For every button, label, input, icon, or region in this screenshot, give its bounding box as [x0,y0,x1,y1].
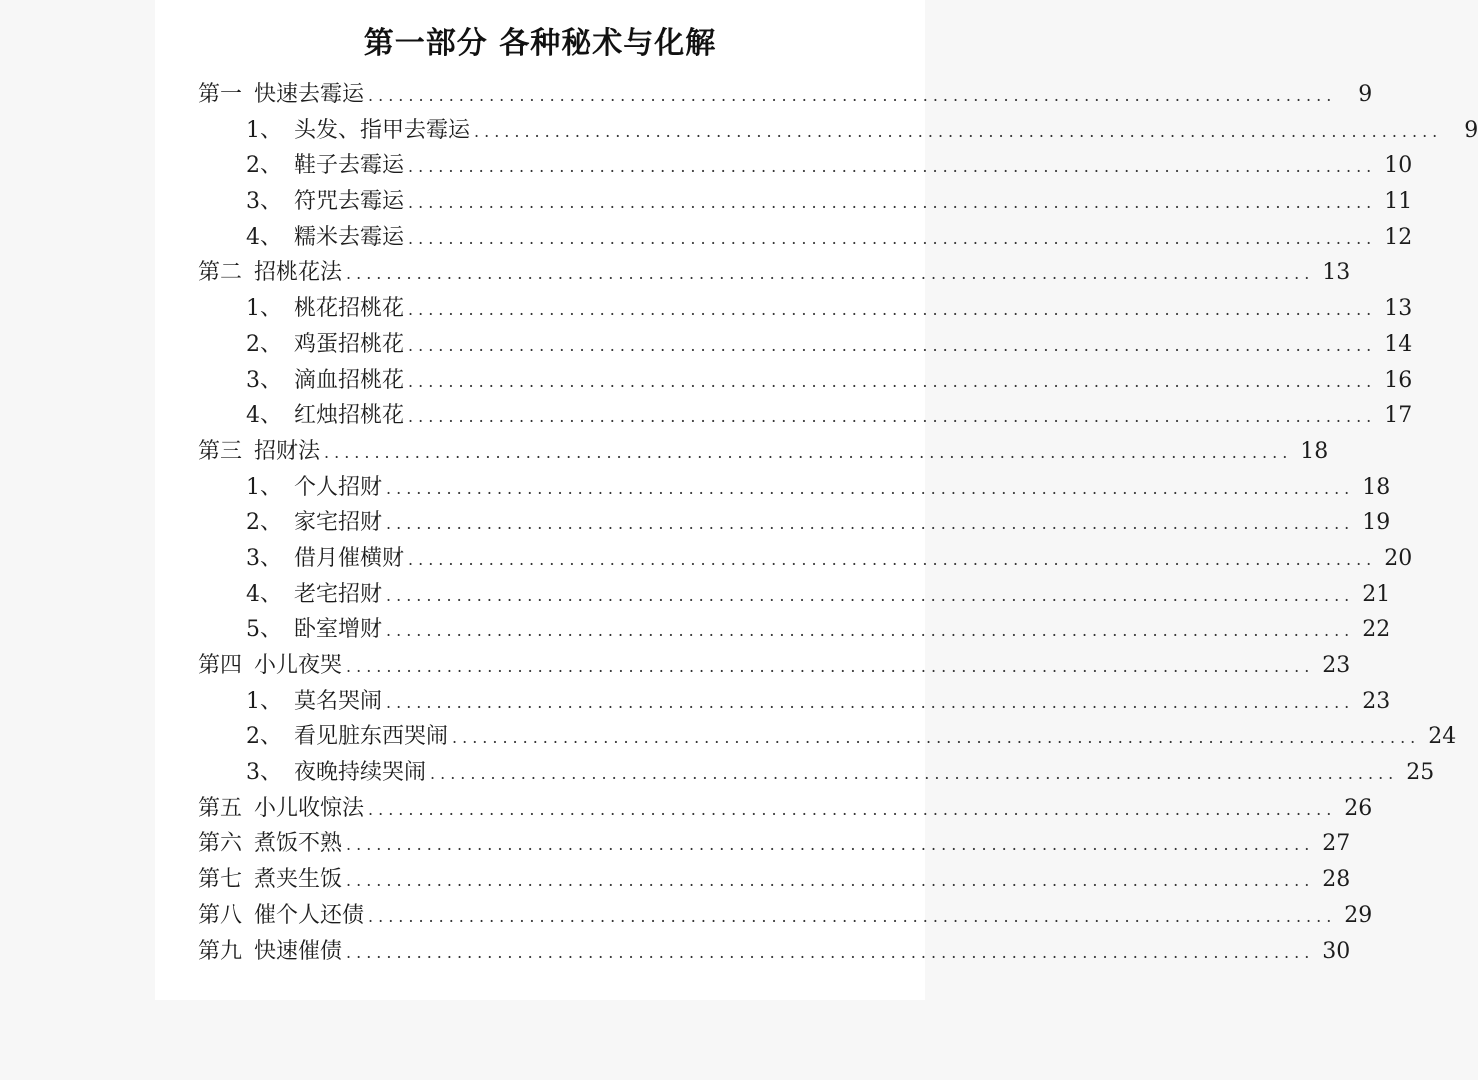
toc-chapter-entry[interactable] [198,934,1351,970]
toc-entry-title: 看见脏东西哭闹 [294,724,449,750]
dot-leader: ................................................................................................ [408,371,1377,391]
dot-leader: ................................................................................................ [430,764,1399,784]
toc-entry-number: 3、 [246,760,282,786]
toc-entry-label [246,398,404,429]
dot-leader: ................................................................................................ [452,728,1421,748]
toc-page-number: 21 [1362,581,1391,607]
toc-entry-title: 快速催债 [254,938,343,964]
dot-leader: ................................................................................................ [346,942,1315,962]
toc-subentry[interactable] [198,363,1413,399]
toc-page-number: 26 [1344,795,1373,821]
toc-entry-number: 第四 [198,653,243,678]
toc-entry-label [198,77,364,108]
dot-leader: ................................................................................................ [408,335,1377,355]
toc-entry-title: 滴血招桃花 [294,367,405,393]
toc-chapter-entry[interactable] [198,898,1373,934]
toc-page-number: 25 [1406,760,1435,786]
toc-entry-label [246,470,382,501]
toc-subentry[interactable] [198,755,1435,791]
toc-entry-number: 5、 [246,617,282,643]
toc-subentry[interactable] [198,184,1413,220]
toc-subentry[interactable] [198,148,1413,184]
toc-entry-title: 借月催横财 [294,545,405,571]
toc-entry-title: 招桃花法 [254,260,343,286]
toc-entry-title: 桃花招桃花 [294,296,405,322]
toc-entry-title: 煮夹生饭 [254,867,343,893]
toc-chapter-entry[interactable] [198,826,1351,862]
toc-subentry[interactable] [198,398,1413,434]
toc-subentry[interactable] [198,612,1391,648]
toc-page-number: 24 [1428,724,1457,750]
toc-entry-title: 糯米去霉运 [294,224,405,250]
toc-page-number: 18 [1362,474,1391,500]
toc-entry-number: 1、 [246,296,282,322]
dot-leader: ................................................................................................ [386,585,1355,605]
toc-entry-number: 2、 [246,153,282,179]
toc-entry-title: 家宅招财 [294,510,383,536]
toc-entry-title: 老宅招财 [294,581,383,607]
toc-entry-label [246,113,470,144]
toc-chapter-entry[interactable] [198,791,1373,827]
toc-entry-label [246,684,382,715]
toc-entry-label [198,934,342,965]
dot-leader: ................................................................................................ [346,871,1315,891]
toc-entry-label [198,862,342,893]
dot-leader: ................................................................................................ [346,657,1315,676]
toc-entry-number: 第五 [198,795,243,821]
dot-leader: ................................................................................................ [368,799,1337,819]
toc-page-number: 22 [1362,617,1391,643]
toc-page-number: 10 [1384,153,1413,179]
toc-page-number: 29 [1344,902,1373,928]
toc-entry-label [246,148,404,179]
toc-entry-label [246,577,382,608]
toc-entry-title: 小儿夜哭 [254,653,343,678]
toc-entry-label [198,826,342,857]
dot-leader: ................................................................................................ [408,157,1377,177]
dot-leader: ................................................................................................ [408,300,1377,320]
dot-leader: ................................................................................................ [408,228,1377,248]
toc-page-number: 18 [1300,438,1329,464]
toc-entry-title: 个人招财 [294,474,383,500]
toc-entry-number: 4、 [246,403,282,429]
toc-entry-title: 鞋子去霉运 [294,153,405,179]
dot-leader: ................................................................................................ [324,442,1293,462]
toc-chapter-entry[interactable] [198,434,1329,470]
toc-entry-number: 第一 [198,82,243,107]
toc-entry-number: 3、 [246,367,282,393]
dot-leader: ................................................................................................ [368,906,1337,926]
toc-entry-number: 第六 [198,831,243,857]
toc-entry-number: 第三 [198,438,243,464]
toc-entry-label [198,898,364,929]
toc-chapter-entry[interactable] [198,862,1351,898]
toc-entry-label [198,791,364,822]
dot-leader: ................................................................................................ [386,478,1355,498]
dot-leader: ................................................................................................ [474,121,1443,141]
toc-subentry[interactable] [198,327,1413,363]
toc-chapter-entry[interactable] [198,255,1351,291]
toc-entry-title: 夜晚持续哭闹 [294,760,427,786]
toc-entry-number: 2、 [246,510,282,536]
toc-subentry[interactable] [198,470,1391,506]
toc-page-number: 30 [1322,938,1351,964]
toc-page-number: 13 [1322,260,1351,286]
toc-subentry[interactable] [198,577,1391,613]
toc-subentry[interactable] [198,541,1413,577]
dot-leader: ................................................................................................ [408,407,1377,427]
toc-entry-title: 催个人还债 [254,902,365,928]
toc-entry-number: 1、 [246,688,282,714]
toc-entry-label [246,719,448,750]
toc-entry-number: 第二 [198,260,243,286]
toc-entry-number: 4、 [246,224,282,250]
toc-subentry[interactable] [198,291,1413,327]
toc-entry-label [246,291,404,322]
page-title: 第一部分 各种秘术与化解 [363,26,717,61]
toc-page-number: 23 [1362,688,1391,714]
toc-entry-title: 头发、指甲去霉运 [294,117,471,143]
toc-entry-number: 1、 [246,117,282,143]
table-of-contents [198,77,1478,969]
toc-page-number: 17 [1384,403,1413,429]
toc-page-number: 9 [1358,82,1373,107]
toc-entry-title: 招财法 [254,438,321,464]
toc-entry-label [246,220,404,251]
toc-subentry[interactable] [198,684,1391,720]
toc-entry-label [246,184,404,215]
dot-leader: ................................................................................................ [408,549,1377,569]
toc-entry-number: 第九 [198,938,243,964]
toc-page-number: 11 [1384,189,1413,215]
toc-entry-label [246,612,382,643]
dot-leader: ................................................................................................ [346,835,1315,855]
toc-page-number: 27 [1322,831,1351,857]
toc-entry-title: 卧室增财 [294,617,383,643]
toc-entry-title: 小儿收惊法 [254,795,365,821]
toc-entry-label [198,434,320,465]
toc-page-number: 16 [1384,367,1413,393]
toc-entry-label [246,327,404,358]
dot-leader: ................................................................................................ [386,514,1355,534]
toc-entry-title: 莫名哭闹 [294,688,383,714]
dot-leader: ................................................................................................ [346,264,1315,284]
toc-entry-title: 煮饭不熟 [254,831,343,857]
toc-entry-title: 符咒去霉运 [294,189,405,215]
toc-entry-number: 3、 [246,189,282,215]
dot-leader: ................................................................................................ [368,86,1337,105]
toc-entry-label [246,363,404,394]
toc-subentry[interactable] [198,505,1391,541]
document-page [155,0,1478,1000]
toc-entry-title: 鸡蛋招桃花 [294,331,405,357]
toc-entry-title: 快速去霉运 [254,82,365,107]
dot-leader: ................................................................................................ [408,193,1377,213]
toc-entry-number: 4、 [246,581,282,607]
toc-subentry[interactable] [198,220,1413,256]
toc-entry-label [198,255,342,286]
dot-leader: ................................................................................................ [386,621,1355,641]
toc-subentry[interactable] [198,719,1457,755]
toc-page-number: 12 [1384,224,1413,250]
toc-entry-title: 红烛招桃花 [294,403,405,429]
toc-page-number: 20 [1384,545,1413,571]
toc-subentry[interactable] [198,113,1478,149]
toc-entry-label [246,541,404,572]
toc-page-number: 28 [1322,867,1351,893]
toc-entry-label [198,648,342,679]
toc-page-number: 19 [1362,510,1391,536]
toc-chapter-entry[interactable] [198,77,1373,113]
dot-leader: ................................................................................................ [386,692,1355,712]
toc-entry-label [246,505,382,536]
toc-entry-number: 3、 [246,545,282,571]
toc-entry-number: 1、 [246,474,282,500]
toc-page-number: 14 [1384,331,1413,357]
toc-entry-number: 第八 [198,902,243,928]
toc-entry-label [246,755,426,786]
toc-page-number: 13 [1384,296,1413,322]
toc-entry-number: 2、 [246,724,282,750]
toc-chapter-entry[interactable] [198,648,1351,684]
toc-page-number: 23 [1322,653,1351,678]
toc-entry-number: 第七 [198,867,243,893]
toc-page-number: 9 [1464,117,1478,143]
toc-entry-number: 2、 [246,331,282,357]
